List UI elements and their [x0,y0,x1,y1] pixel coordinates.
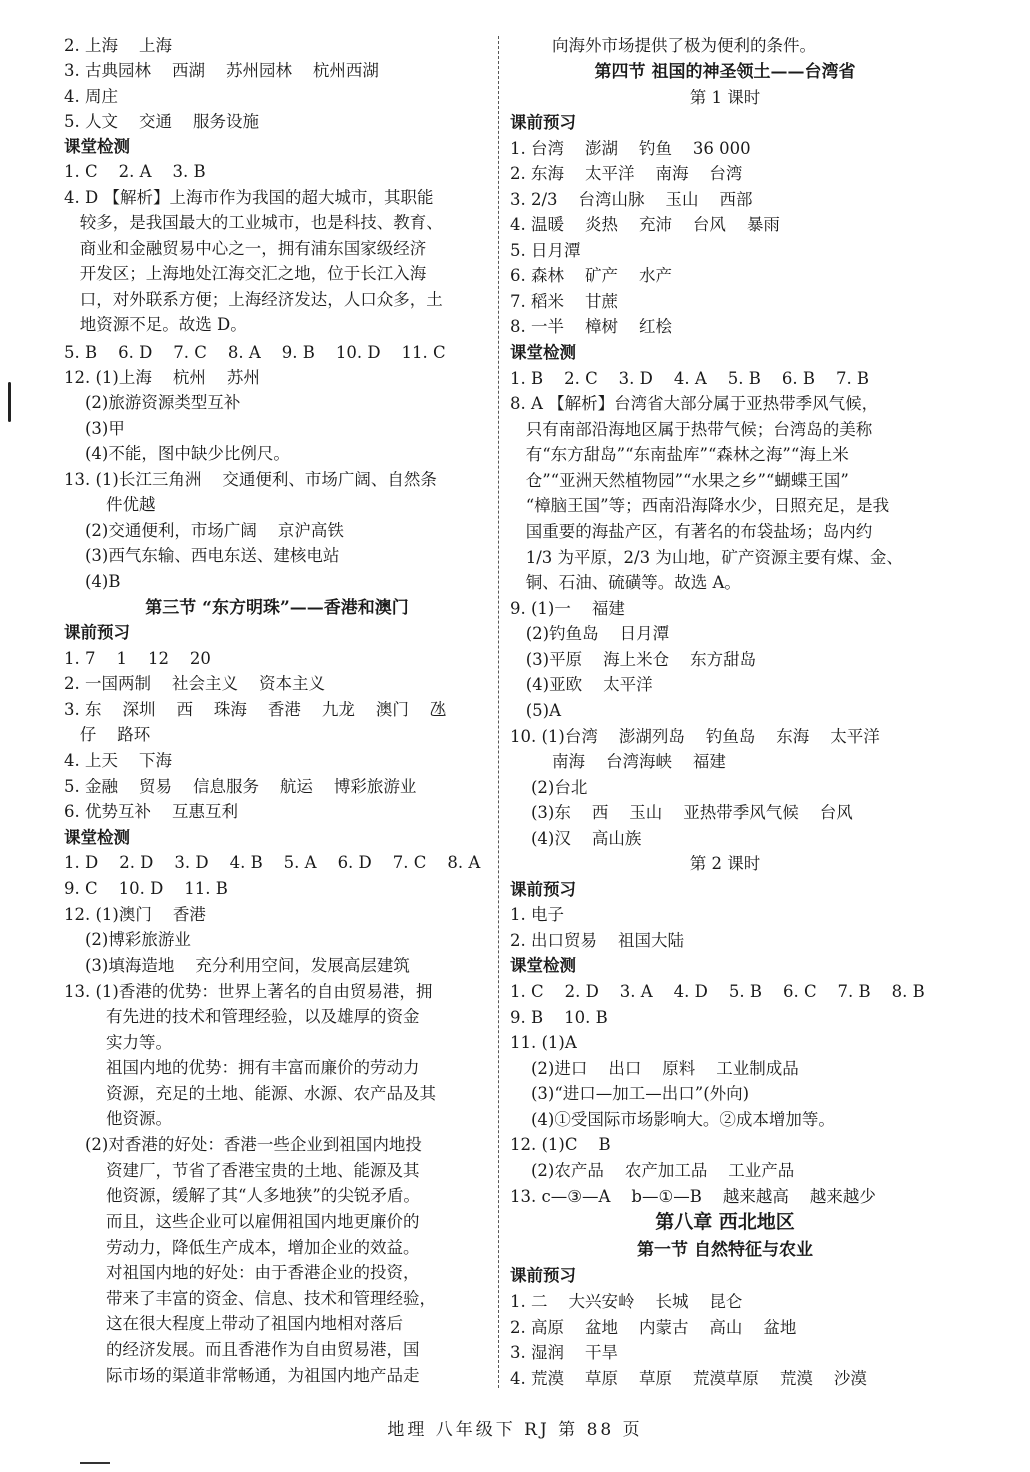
text-line: 件优越 [64,495,156,514]
text-line: 向海外市场提供了极为便利的条件。 [510,36,816,55]
text-line: 仔 路环 [64,725,151,744]
text-line: 10. (1)台湾 澎湖列岛 钓鱼岛 东海 太平洋 [510,727,880,746]
text-line: 1. C 2. D 3. A 4. D 5. B 6. C 7. B 8. B [510,982,925,1001]
section-title: 第四节 祖国的神圣领土——台湾省 [594,62,856,82]
text-line: 4. D 【解析】上海市作为我国的超大城市，其职能 [64,188,434,207]
text-line: 有先进的技术和管理经验，以及雄厚的资金 [64,1007,420,1026]
text-line: 3. 湿润 干旱 [510,1343,618,1362]
text-line: (4)①受国际市场影响大。②成本增加等。 [510,1110,835,1129]
text-line: 2. 上海 上海 [64,36,172,55]
text-line: “樟脑王国”等；西南沿海降水少，日照充足，是我 [510,496,890,515]
text-line: 实力等。 [64,1033,172,1052]
section-title: 第三节 “东方明珠”——香港和澳门 [145,598,409,618]
text-line: 国重要的海盐产区，有著名的布袋盐场；岛内约 [510,522,873,541]
text-line: 13. c—③—A b—①—B 越来越高 越来越少 [510,1187,876,1206]
text-line: 2. 出口贸易 祖国大陆 [510,931,684,950]
text-line: 7. 稻米 甘蔗 [510,292,618,311]
text-line: (2)博彩旅游业 [64,930,191,949]
text-line: (3)东 西 玉山 亚热带季风气候 台风 [510,803,853,822]
text-line: 这在很大程度上带动了祖国内地相对落后 [64,1314,403,1333]
text-line: 12. (1)澳门 香港 [64,905,206,924]
text-line: 4. 周庄 [64,87,118,106]
text-line: 3. 古典园林 西湖 苏州园林 杭州西湖 [64,61,379,80]
text-line: 2. 一国两制 社会主义 资本主义 [64,674,325,693]
page-footer: 地理 八年级下 RJ 第 88 页 [387,1420,643,1440]
text-line: 6. 优势互补 互惠互利 [64,802,238,821]
text-line: 11. (1)A [510,1033,577,1052]
text-line: (5)A [510,701,562,720]
text-line: 6. 森林 矿产 水产 [510,266,672,285]
text-line: 1. C 2. A 3. B [64,162,206,181]
section-label: 课堂检测 [64,137,130,156]
text-line: 口，对外联系方便；上海经济发达，人口众多，土 [64,290,443,309]
text-line: (4)B [64,572,121,591]
text-line: 资源，充足的土地、能源、水源、农产品及其 [64,1084,436,1103]
text-line: 铜、石油、硫磺等。故选 A。 [510,573,741,592]
text-line: 1. 7 1 12 20 [64,649,211,668]
section-label: 课前预习 [510,880,576,899]
text-line: (2)旅游资源类型互补 [64,393,241,412]
text-line: 5. 日月潭 [510,241,581,260]
text-line: 4. 温暖 炎热 充沛 台风 暴雨 [510,215,780,234]
text-line: 5. B 6. D 7. C 8. A 9. B 10. D 11. C [64,343,446,362]
text-line: 祖国内地的优势：拥有丰富而廉价的劳动力 [64,1058,420,1077]
text-line: 9. C 10. D 11. B [64,879,228,898]
text-line: (3)西气东输、西电东送、建核电站 [64,546,340,565]
text-line: 的经济发展。而且香港作为自由贸易港，国 [64,1340,420,1359]
text-line: 8. 一半 樟树 红桧 [510,317,672,336]
text-line: 1. 电子 [510,905,564,924]
text-line: (4)不能，图中缺少比例尺。 [64,444,290,463]
text-line: 3. 2/3 台湾山脉 玉山 西部 [510,190,753,209]
text-line: 1. D 2. D 3. D 4. B 5. A 6. D 7. C 8. A [64,853,481,872]
text-line: 1. B 2. C 3. D 4. A 5. B 6. B 7. B [510,369,870,388]
scan-mark [8,382,11,422]
text-line: 2. 东海 太平洋 南海 台湾 [510,164,743,183]
section-label: 课前预习 [510,113,576,132]
text-line: 1/3 为平原，2/3 为山地，矿产资源主要有煤、金、 [510,548,903,567]
text-line: (3)甲 [64,419,125,438]
text-line: 5. 金融 贸易 信息服务 航运 博彩旅游业 [64,777,417,796]
text-line: 商业和金融贸易中心之一，拥有浦东国家级经济 [64,239,427,258]
text-line: 际市场的渠道非常畅通，为祖国内地产品走 [64,1366,420,1385]
text-line: 13. (1)长江三角洲 交通便利、市场广阔、自然条 [64,470,437,489]
text-line: 资建厂，节省了香港宝贵的土地、能源及其 [64,1161,420,1180]
text-line: 而且，这些企业可以雇佣祖国内地更廉价的 [64,1212,420,1231]
text-line: 1. 台湾 澎湖 钓鱼 36 000 [510,139,751,158]
text-line: 12. (1)C B [510,1135,611,1154]
text-line: (3)填海造地 充分利用空间，发展高层建筑 [64,956,410,975]
section-label: 课堂检测 [64,828,130,847]
chapter-title: 第八章 西北地区 [655,1211,795,1233]
text-line: 2. 高原 盆地 内蒙古 高山 盆地 [510,1318,797,1337]
section-title: 第一节 自然特征与农业 [637,1240,813,1260]
text-line: (3)“进口—加工—出口”(外向) [510,1084,750,1103]
text-line: 4. 上天 下海 [64,751,172,770]
text-line: (2)钓鱼岛 日月潭 [510,624,670,643]
text-line: (2)农产品 农产加工品 工业产品 [510,1161,795,1180]
text-line: (2)台北 [510,778,588,797]
text-line: 有“东方甜岛”“东南盐库”“森林之海”“海上米 [510,445,849,464]
text-line: 他资源，缓解了其“人多地狭”的尖锐矛盾。 [64,1186,420,1205]
text-line: 第 2 课时 [689,854,761,873]
text-line: (2)对香港的好处：香港一些企业到祖国内地投 [64,1135,422,1154]
text-line: 他资源。 [64,1109,172,1128]
text-line: 只有南部沿海地区属于热带气候；台湾岛的美称 [510,420,873,439]
text-line: (2)交通便利，市场广阔 京沪高铁 [64,521,344,540]
text-line: 对祖国内地的好处：由于香港企业的投资， [64,1263,420,1282]
text-line: (2)进口 出口 原料 工业制成品 [510,1059,799,1078]
text-line: 1. 二 大兴安岭 长城 昆仑 [510,1292,743,1311]
text-line: 9. (1)一 福建 [510,599,625,618]
text-line: 南海 台湾海峡 福建 [510,752,726,771]
section-label: 课前预习 [64,623,130,642]
text-line: 仓”“亚洲天然植物园”“水果之乡”“蝴蝶王国” [510,471,849,490]
section-label: 课堂检测 [510,343,576,362]
text-line: 地资源不足。故选 D。 [64,315,247,334]
text-line: 带来了丰富的资金、信息、技术和管理经验， [64,1289,436,1308]
text-line: 劳动力，降低生产成本，增加企业的效益。 [64,1238,420,1257]
text-line: 13. (1)香港的优势：世界上著名的自由贸易港，拥 [64,982,433,1001]
text-line: 9. B 10. B [510,1008,608,1027]
text-line: 4. 荒漠 草原 草原 荒漠草原 荒漠 沙漠 [510,1369,867,1388]
text-line: (4)汉 高山族 [510,829,642,848]
text-line: (3)平原 海上米仓 东方甜岛 [510,650,757,669]
bottom-rule [80,1462,110,1464]
text-line: 5. 人文 交通 服务设施 [64,112,259,131]
text-line: 较多，是我国最大的工业城市，也是科技、教育、 [64,213,443,232]
section-label: 课前预习 [510,1266,576,1285]
text-line: 开发区；上海地处江海交汇之地，位于长江入海 [64,264,427,283]
text-line: 第 1 课时 [689,88,761,107]
text-line: 3. 东 深圳 西 珠海 香港 九龙 澳门 氹 [64,700,447,719]
section-label: 课堂检测 [510,956,576,975]
text-line: 8. A 【解析】台湾省大部分属于亚热带季风气候， [510,394,879,413]
text-line: (4)亚欧 太平洋 [510,675,653,694]
text-line: 12. (1)上海 杭州 苏州 [64,368,260,387]
column-divider [498,36,499,1388]
